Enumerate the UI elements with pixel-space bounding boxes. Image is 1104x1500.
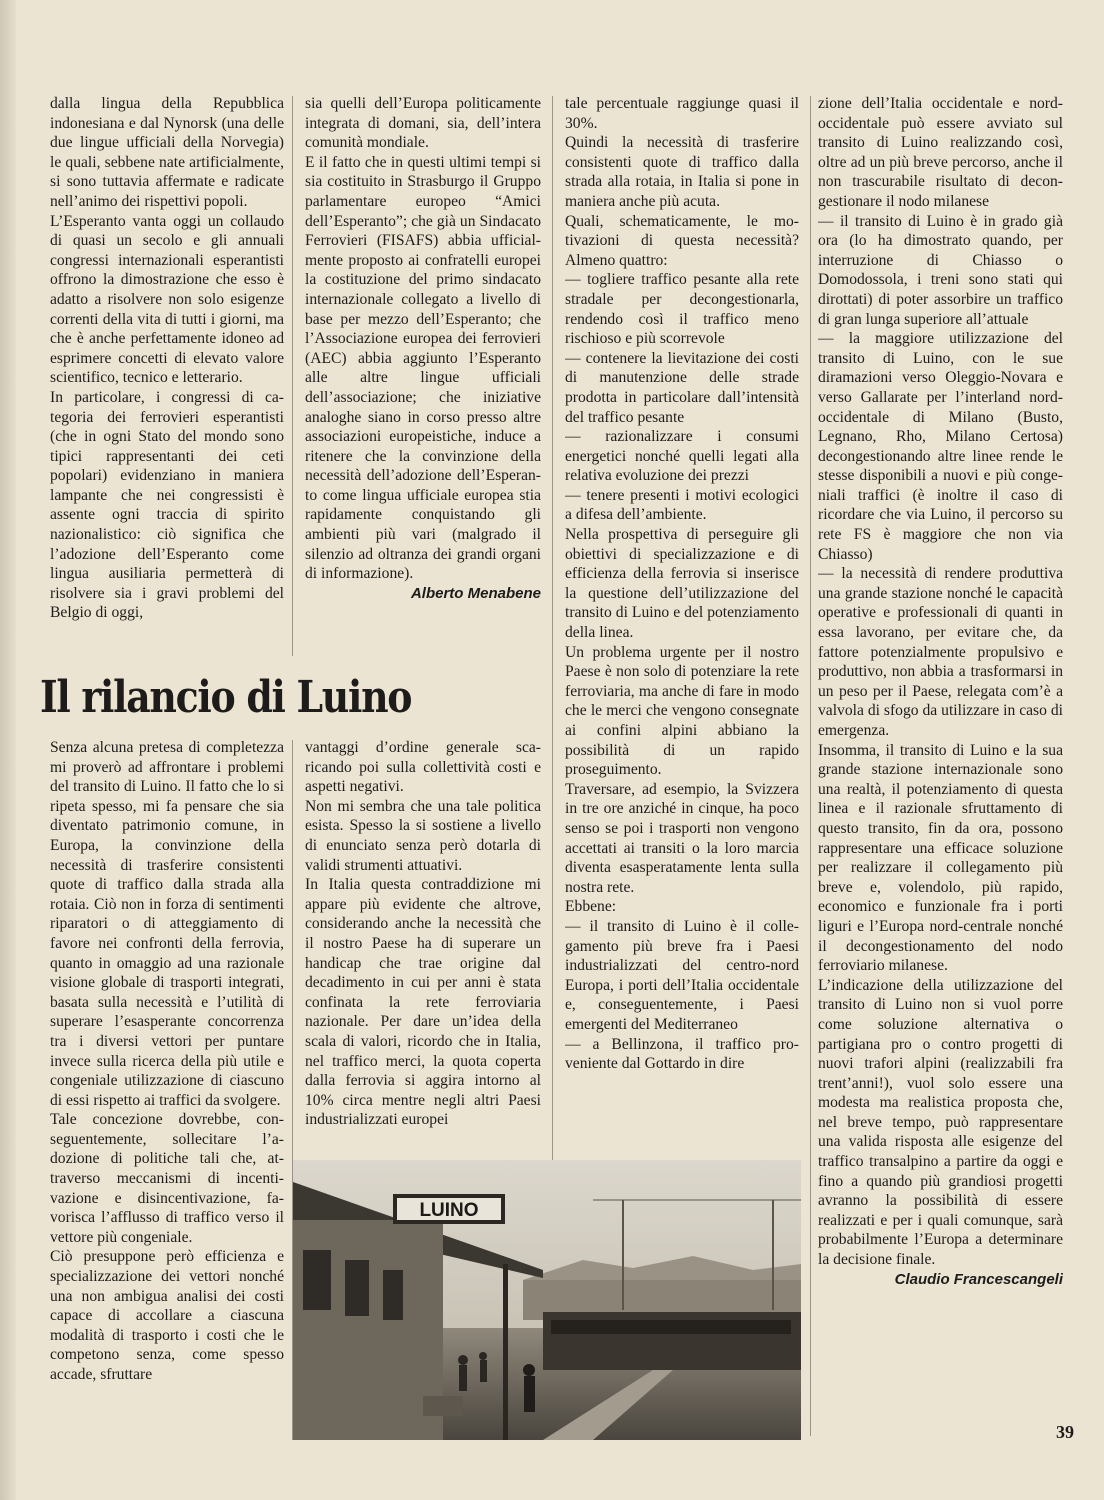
- paragraph: zione dell’Italia occidentale e nord-occidentale può essere avviato sul transito di Luino realizzando così, oltre ad un più breve percorso, anche il non trascurabile risultato di decongestionare il nodo milanese: [818, 95, 1063, 210]
- author-signature: Claudio Francescangeli: [894, 1270, 1063, 1288]
- paragraph: Tale concezione dovrebbe, conseguentemente, sollecitare l’adozione di politiche tali che, attraverso meccanismi di incentivazione e disincentivazione, favorisca l’afflusso di traffico verso il vettore più congeniale.: [50, 1111, 284, 1246]
- paragraph: Traversare, ad esempio, la Svizzera in tre ore anziché in cinque, ha poco senso se poi i trasporti non vengono accettati ai transiti o la loro marcia diventa esasperatamente lenta sulla nostra rete.: [565, 780, 799, 896]
- article2-column-4: [818, 94, 1063, 1446]
- paragraph: L’Esperanto vanta oggi un collaudo di quasi un secolo e gli annuali congressi internazionali esperantisti offrono la dimostrazione che esso è adatto a risolvere non solo esigenze correnti della vita di tutti i giorni, ma che è anche perfettamente idoneo ad esprimere concetti di elevato valore scientifico, tecnico e letterario.: [50, 212, 284, 387]
- article2-column-1: [50, 738, 284, 1446]
- station-illustration: [293, 1160, 801, 1440]
- paragraph: dalla lingua della Repubblica indonesiana e dal Nynorsk (una delle due lingue ufficiali della Norvegia) le quali, sebbene nate artificialmente, si sono tuttavia affermate e radicate nell’animo dei rispettivi popoli.: [50, 95, 284, 210]
- paragraph: L’indicazione della utilizzazione del transito di Luino non si vuol porre come soluzione alternativa o partigiana pro o contro progetti di nuovi trafori alpini (realizzabili fra trent’anni!), vuol solo essere una modesta ma realistica proposta che, nel breve tempo, può rappresentare una valida risposta alle esigenze del traffico transalpino a partire da oggi e fino a quando più grandiosi progetti avranno la possibilità di essere realizzati e per i quali comunque, sarà probabilmente l’Europa a determinare la decisione finale.: [818, 976, 1063, 1269]
- paragraph: vantaggi d’ordine generale scaricando poi sulla collettività costi e aspetti negativi.: [305, 739, 541, 796]
- paragraph: — la necessità di rendere produttiva una grande stazione nonché le capacità operative e professionali di quanti in essa lavorano, per evitare che, da fattore potenzialmente propulsivo e produttivo, non abbia a trasformarsi in un peso per il Paese, relegata com’è a valvola di sfogo da utilizzare in caso di emergenza.: [818, 565, 1063, 739]
- paragraph: — togliere traffico pesante alla rete stradale per decongestionarla, rendendo così il traffico meno rischioso e più scorrevole: [565, 271, 799, 348]
- paragraph: E il fatto che in questi ultimi tempi si sia costituito in Strasburgo il Gruppo parlamentare europeo “Amici dell’Esperanto”; che già un Sindacato Ferrovieri (FISAFS) abbia ufficialmente proposto ai confratelli europei la costituzione del primo sindacato internazionale collegato a livello di base per mezzo dell’Esperanto; che l’Associazione europea dei ferrovieri (AEC) abbia aggiunto l’Esperanto alle altre lingue ufficiali dell’associazione; che iniziative analoghe siano in corso presso altre associazioni europeistiche, induce a ritenere che la convinzione della necessità dell’adozione dell’Esperanto come lingua ufficiale europea stia rapidamente conquistando gli ambienti più vari (malgrado il silenzio ad oltranza dei grandi organi di informazione).: [305, 153, 541, 583]
- article2-column-3: [565, 94, 799, 1154]
- paragraph: Un problema urgente per il nostro Paese è non solo di potenziare la rete ferroviaria, ma anche di fare in modo che le merci che vengono consegnate ai confini alpini abbiano la possibilità di un rapido proseguimento.: [565, 643, 799, 779]
- article-title: Il rilancio di Luino: [40, 672, 412, 723]
- paragraph: — la maggiore utilizzazione del transito di Luino, con le sue diramazioni verso Oleggio-Novara e verso Gallarate per l’interland nord-occidentale di Milano (Busto, Legnano, Rho, Milano Certosa) decongestionando altre linee rende le stesse disponibili a nuovi e più congeniali traffici (è inoltre il caso di ricordare che via Luino, il percorso su rete FS è maggiore che non via Chiasso): [818, 330, 1063, 563]
- page-number: 39: [1056, 1422, 1074, 1442]
- paragraph: In Italia questa contraddizione mi appare più evidente che altrove, considerando anche la necessità che il nostro Paese ha di superare un handicap che trae origine dal decadimento in cui per anni è stata confinata la rete ferroviaria nazionale. Per dare un’idea della scala di valori, ricordo che in Italia, nel traffico merci, la quota coperta dalla ferrovia si aggira intorno al 10% circa mentre negli altri Paesi industrializzati europei: [305, 876, 541, 1129]
- column-rule: [292, 96, 293, 656]
- paragraph: tale percentuale raggiunge quasi il 30%.: [565, 95, 799, 132]
- paragraph: — contenere la lievitazione dei costi di manutenzione delle strade prodotta in particolare dall’intensità del traffico pesante: [565, 349, 799, 426]
- paragraph: Quali, schematicamente, le motivazioni di questa necessità? Almeno quattro:: [565, 212, 799, 269]
- luino-station-photo: [293, 1160, 801, 1440]
- article1-column-2: [305, 94, 541, 666]
- paragraph: Ebbene:: [565, 898, 617, 916]
- paragraph: — il transito di Luino è il collegamento più breve fra i Paesi industrializzati del centro-nord Europa, i porti dell’Italia occidentale e, conseguentemente, i Paesi emergenti del Mediterraneo: [565, 917, 799, 1033]
- lamp-post: [503, 1264, 508, 1440]
- paragraph: — tenere presenti i motivi ecologici a difesa dell’ambiente.: [565, 486, 799, 524]
- paragraph: — razionalizzare i consumi energetici nonché quelli legati alla relativa evoluzione dei prezzi: [565, 428, 799, 485]
- article2-column-2: [305, 738, 541, 1154]
- paragraph: — il transito di Luino è in grado già ora (lo ha dimostrato quando, per interruzione di Chiasso o Domodossola, i treni sono stati qui dirottati) di poter assorbire un traffico di gran lunga superiore all’attuale: [818, 212, 1063, 328]
- article1-column-1: [50, 94, 284, 664]
- paragraph: sia quelli dell’Europa politicamente integrata di domani, sia, dell’intera comunità mondiale.: [305, 95, 541, 152]
- paragraph: Nella prospettiva di perseguire gli obiettivi di specializzazione e di efficienza della ferrovia si inserisce la questione dell’utilizzazione del transito di Luino e del potenziamento della linea.: [565, 526, 799, 642]
- paragraph: In particolare, i congressi di categoria dei ferrovieri esperantisti (che in ogni Stato del mondo sono tipici rappresentanti dei ceti popolari) evidenziano in maniera lampante che nei congressisti è assente ogni traccia di spirito nazionalistico: ciò significa che l’adozione dell’Esperanto come lingua ausiliaria permetterà di risolvere sia i gravi problemi del Belgio di oggi,: [50, 388, 284, 622]
- paragraph: Non mi sembra che una tale politica esista. Spesso la si sostiene a livello di enunciato senza però dotarla di validi strumenti attuativi.: [305, 797, 541, 874]
- flower-box: [423, 1396, 463, 1416]
- author-signature: Alberto Menabene: [410, 584, 541, 602]
- paragraph: — a Bellinzona, il traffico proveniente dal Gottardo in dire: [565, 1035, 799, 1073]
- paragraph: Ciò presuppone però efficienza e specializzazione dei vettori nonché una non ambigua analisi dei costi capace di accollare a ciascuna modalità di trasporto i costi che le competono senza, come spesso accade, sfruttare: [50, 1248, 284, 1383]
- station-sign-text: LUINO: [419, 1200, 479, 1221]
- paragraph: Quindi la necessità di trasferire consistenti quote di traffico dalla strada alla rotaia, in Italia si pone in maniera anche più acuta.: [565, 134, 799, 210]
- paragraph: Senza alcuna pretesa di completezza mi proverò ad affrontare i problemi del transito di Luino. Il fatto che lo si ripeta spesso, mi fa pensare che sia diventato patrimonio comune, in Europa, la convinzione della necessità di trasferire consistenti quote di traffico dalla strada alla rotaia. Ciò non in forza di sentimenti riparatori o di atteggiamento di favore nei confronti della ferrovia, quanto in omaggio ad una razionale visione globale di trasporti integrati, basata sulla necessità e l’utilità di superare l’esasperante concorrenza tra i diversi vettori per puntare invece sulla ricerca della più utile e congeniale utilizzazione di ciascuno di essi rispetto ai traffici da svolgere.: [50, 739, 284, 1109]
- paragraph: Insomma, il transito di Luino e la sua grande stazione internazionale sono una realtà, il potenziamento di questa linea e il razionale sfruttamento di questo transito, fin da ora, possono rappresentare una efficace soluzione per realizzare il collegamento più breve e, volendolo, più rapido, economico e funzionale fra i porti liguri e l’Europa nord-centrale nonché il decongestionamento del nodo ferroviario milanese.: [818, 741, 1063, 975]
- column-rule: [810, 96, 811, 1436]
- page-edge: [0, 0, 16, 1500]
